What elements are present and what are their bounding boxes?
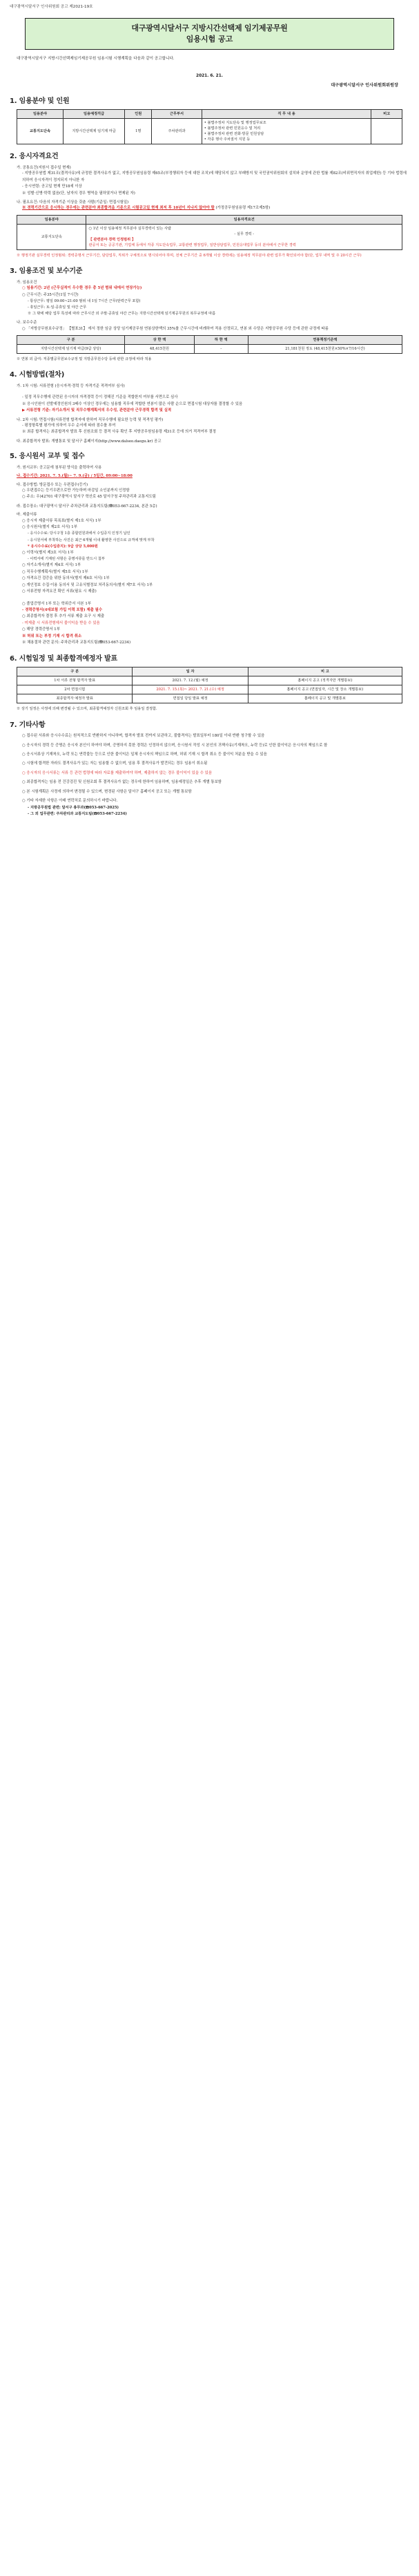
- document-warning: ※ 허위 또는 부정 기재 시 합격 취소: [22, 634, 82, 638]
- exam-line: - 일정 직무수행에 관련된 응시자의 자격경력 등이 정해진 기준을 적합한지 여부를 서면으로 심사: [22, 395, 178, 400]
- table-row: [17, 119, 402, 144]
- table-row: [17, 224, 402, 249]
- schedule-note: ※ 상기 일정은 사정에 의해 변경될 수 있으며, 최종합격예정자 신원조회 후 임용일 결정함.: [17, 707, 157, 712]
- cell-requirements: [86, 224, 402, 249]
- col-grade: 임용예정직급: [63, 110, 124, 119]
- misc-line: ○ 응시서류상 기재착오, 누락 또는 연락불능 등으로 인한 불이익은 일체 응시자의 책임으로 하며, 허위 기재 시 합격 취소 등 불이익 처분을 받을 수 있음: [22, 752, 267, 757]
- document-line: ○ 자격요건 검증을 위한 동의서(별지 제6호 서식) 1부: [22, 576, 110, 581]
- announcement-number: 대구광역시달서구 인사위원회 공고 제2021-19호: [10, 5, 93, 9]
- announcement-page: [0, 0, 419, 831]
- table-row: [17, 685, 402, 694]
- section-4-title: 4. 시험방법(절차): [10, 371, 65, 379]
- document-line: - 응시수수료: 당시구청 1층 종합민원과에서 수입증지 인정기 납인: [28, 531, 130, 536]
- cell-note: [371, 119, 402, 144]
- table-row: [17, 694, 402, 703]
- document-line: * 응시수수료(수입증지): 9급 상당 5,000원: [28, 544, 98, 549]
- table-row: [17, 676, 402, 685]
- cell-field: 교통지도단속: [17, 224, 86, 249]
- cell-dept: 주차관리과: [152, 119, 202, 144]
- document-line: ○ 개인정보 수집·이용 동의서 및 고유식별정보 처리동의서(별지 제7호 서식) 1부: [22, 583, 153, 587]
- document-line: ○ 응시원서(별지 제2호 서식) 1부: [22, 525, 77, 529]
- page-title-line2: 임용시험 공고: [186, 34, 233, 44]
- salary-line: ○ 「지방공무원보수규정」 【별표31】 에서 정한 임금 상당 임기제공무원 연봉상한액의 35%를 근무시간에 비례하여 적용 산정되고, 연봉 외 수당은 지방공무원 수당 등에 관한 규정에 따름: [22, 326, 329, 331]
- exam-line: ※ 최종 합격자는 최종합격자 발표 후 신원조회 등 결격 사유 확인 후 지방공무원임용령 제31조 등에 의거 적격여부 결정: [22, 430, 216, 435]
- exam-line: ※ 응시인원이 선발예정인원의 3배수 이상인 경우에는 임용할 직무에 적합한 연봉이 많은 사람 순으로 면접시험 대상자를 결정할 수 있음: [22, 401, 243, 406]
- cell-date: 2021. 7. 15.(목)~ 2021. 7. 21.(수) 예정: [133, 685, 248, 694]
- position-table-wrap: [17, 109, 402, 144]
- section-3-title: 3. 임용조건 및 보수기준: [10, 267, 83, 276]
- cell-max: 48,415천원: [125, 345, 194, 354]
- col-field: 임용분야: [17, 110, 64, 119]
- cell-base: 21,181천원 정도 (48,415천원×50%×7/16시간): [248, 345, 402, 354]
- document-line: ○ 최종합격자 결정 후 추가 서류 제출 요구 시 제출: [22, 614, 105, 619]
- requirement-range-text: 관공서 또는 공공기관, 기업체 등에서 각종 지도단속업무, 교통관련 행정업무, 일반상담업무, 민원응대업무 등의 분야에서 근무한 경력: [88, 243, 296, 248]
- application-line: ○ 우편접수는 등기우편으로만 가능하며 마감일 소인분까지 인정함: [22, 488, 130, 493]
- duty-line: • 불법주정차 관련 전화·방문 민원상담: [204, 132, 264, 137]
- misc-line: ○ 응시자의 경력 등 증명은 응시자 본인이 하여야 하며, 증명하지 못한 경력은 인정하지 않으며, 응시원서 작성 시 본인의 귀책사유(기재착오, 누락 등)로 인한 불이익은 응시자의 책임으로 함: [22, 743, 328, 748]
- requirement-line: ※ 성별·신병·학력 없음(단, 남자의 경우 병역을 필하였거나 면제된 자): [22, 191, 135, 196]
- salary-table-wrap: [17, 335, 402, 354]
- application-line: 가. 원서교부: 공고문에 첨부된 양식을 출력하여 사용: [17, 465, 102, 470]
- col-count: 인원: [125, 110, 152, 119]
- cell-date: 2021. 7. 12.(월) 예정: [133, 676, 248, 685]
- misc-line: ○ 본 시험계획은 사정에 의하여 변경될 수 있으며, 변경된 사항은 달서구 홈페이지 공고 또는 개별 통보함: [22, 789, 192, 794]
- duty-line: • 각종 행사 주차질서 지원 등: [204, 138, 251, 142]
- experience-warning: ※ 경력기간으로 응시하는 경우에는 관련분야 최종합격을 기준으로 시험공고일 현재 최저 후 10년이 지나지 않아야 함: [22, 206, 215, 211]
- requirement-sub: - 실무 경력 -: [234, 231, 254, 236]
- conditions-heading: 가. 임용조건: [17, 280, 37, 285]
- col-note: 비 고: [248, 667, 402, 676]
- document-line: - 이력서에 기재된 사항은 증명서류를 반드시 첨부: [28, 557, 105, 562]
- misc-line: ○ 최종합격자는 임용 전 건강검진 및 신원조회 후 결격사유가 없는 경우에 한하여 임용하며, 임용예정일은 추후 개별 통보함: [22, 780, 222, 785]
- col-max: 상 한 액: [125, 336, 194, 345]
- document-line: ○ 해당 경력증명서 1부: [22, 627, 60, 632]
- condition-line: ○ 근무시간: 주35시간(1일 7시간): [22, 292, 79, 297]
- title-box: [25, 18, 394, 50]
- requirement-line: - 응시연령: 공고일 현재 만18세 이상: [22, 184, 82, 189]
- col-dept: 근무부서: [152, 110, 202, 119]
- qualification-heading: 나. 필요요건: 다음의 자격기준 이상을 갖춘 사람(기준일: 면접시험일): [17, 200, 129, 205]
- cell-count: 1명: [125, 119, 152, 144]
- exam-line: - 평정항목별 평가에 의하여 우수 순서에 따라 점수를 부여: [22, 423, 116, 428]
- document-line: ○ 응시자 제출서류 목록표(별지 제1호 서식) 1부: [22, 518, 101, 523]
- condition-line: - 휴일근무: 토·일·공휴일 및 야간 근무: [28, 305, 87, 310]
- document-warning: - 경력증명서(4대보험 가입 이력 포함) 제출 필수: [22, 608, 103, 612]
- document-line: ※ 채용절차 관련 문의: 주차관리과 교통지도팀(☎053-667-2234): [22, 641, 131, 645]
- cell-date: 면접일 당일 발표 예정: [133, 694, 248, 703]
- experience-warning-tail: (가정공무원임용령 제17조제5항): [215, 206, 271, 211]
- application-line: 다. 접수방법: 방문접수 또는 우편접수(등기): [17, 482, 88, 487]
- application-period: 나. 접수기간: 2021. 7. 5.(월)~ 7. 9.(금) / 5일간, 09:00~18:00: [17, 474, 133, 479]
- col-min: 하 한 액: [194, 336, 248, 345]
- salary-heading: 나. 보수수준: [17, 321, 37, 325]
- section-1-title: 1. 임용분야 및 인원: [10, 97, 70, 105]
- section-2-title: 2. 응시자격요건: [10, 153, 59, 161]
- document-line: ○ 자기소개서(별지 제4호 서식) 1부: [22, 563, 81, 568]
- requirement-main: ○ 1년 이상 임용예정 직무분야 실무경력이 있는 사람: [88, 226, 172, 231]
- contact-line: - 지방공무원법 관련: 달서구 총무과(☎053-667-2025): [28, 805, 119, 810]
- section-6-title: 6. 시험일정 및 최종합격예정자 발표: [10, 654, 117, 663]
- cell-type: 1차 서류 전형 합격자 발표: [17, 676, 133, 685]
- salary-note: ※ 연봉 외 급여: 직종별공무원보수규정 및 지방공무원수당 등에 관한 규정에 따라 적용: [17, 357, 152, 362]
- cell-field: 교통지도단속: [17, 119, 64, 144]
- document-line: ○ 직무수행계획서(별지 제5호 서식) 1부: [22, 569, 88, 574]
- condition-line: ※ 그 밖에 해당 업무 특성에 따라 근무시간 외 주말·공휴일 야간 근무는 지방시간선택제 임기제공무원의 복무규정에 따름: [28, 312, 216, 316]
- duty-line: • 불법주정차 관련 민원응수 및 처리: [204, 126, 261, 131]
- contact-line: - 그 외 업무관련: 주차관리과 교통지도팀(☎053-667-2234): [28, 811, 127, 816]
- document-line: ○ 이력서(별지 제3호 서식) 1부: [22, 550, 74, 555]
- duty-line: • 불법주정차 지도단속 및 행정업무보조: [204, 121, 266, 126]
- cell-note: 홈페이지 공고 (면접일자, 시간 및 장소 개별통보): [248, 685, 402, 694]
- qualification-table: [17, 215, 402, 250]
- document-line: - 응시원서에 부착하는 사진은 최근 6개월 이내 촬영한 사진으로 규격에 맞게 부착: [28, 538, 155, 542]
- page-title-line1: 대구광역시달서구 지방시간선택제 임기제공무원: [131, 23, 288, 32]
- salary-table: [17, 335, 402, 354]
- qualification-table-wrap: [17, 215, 402, 250]
- application-line: ○ 주소: 우)42701 대구광역시 달서구 학산로 45 달서구청 주차관리과 교통지도팀: [22, 495, 156, 500]
- col-duties: 직 무 내 용: [202, 110, 371, 119]
- misc-line: ○ 기타 자세한 사항은 아래 연락처로 문의하시기 바랍니다.: [22, 799, 118, 804]
- first-exam-heading: 가. 1차 시험: 서류전형 (응시자격·경력 등 자격기준 적격여부 심사): [17, 383, 125, 388]
- cell-duties: [202, 119, 371, 144]
- exam-line: 다. 최종합격자 발표: 개별통보 및 달서구 홈페이지(http://www.dalseo.daegu.kr) 공고: [17, 439, 162, 444]
- schedule-table-wrap: [17, 667, 402, 703]
- col-date: 일 자: [133, 667, 248, 676]
- col-note: 비고: [371, 110, 402, 119]
- misc-line: ○ 응시자의 응시서류는 서류 등 관련 법령에 따라 자료를 제출하여야 하며, 제출하지 않는 경우 불이익이 있을 수 있음: [22, 770, 213, 775]
- position-table: [17, 109, 402, 144]
- col-field: 임용분야: [17, 215, 86, 224]
- cell-type: 2차 면접시험: [17, 685, 133, 694]
- document-line: ○ 서류전형 자격요건 확인 서류(필요 시 제출): [22, 589, 97, 594]
- col-type: 구 분: [17, 336, 125, 345]
- schedule-table: [17, 667, 402, 703]
- exam-line: 나. 2차 시험: 면접시험(서류전형 합격자에 한하여 직무수행에 필요한 능력 및 적격성 평가): [17, 417, 164, 422]
- misc-line: ○ 시험에 합격한 자라도 결격사유가 있는 자는 임용할 수 없으며, 임용 후 결격사유가 발견되는 경우 임용이 취소됨: [22, 761, 208, 766]
- misc-line: ○ 접수된 서류와 응시수수료는 원칙적으로 반환하지 아니하며, 합격자 발표 전까지 보관하고, 불합격자는 발표일부터 180일 이내 반환 청구할 수 있음: [22, 734, 265, 739]
- common-requirements-heading: 가. 공통요건(지원서 접수일 현재): [17, 165, 71, 170]
- col-type: 구 분: [17, 667, 133, 676]
- col-base: 연봉책정기준액: [248, 336, 402, 345]
- condition-line: - 통상근무: 평일 09:00~21:00 범위 내 1일 7시간 근무(탄력근무 포함): [28, 299, 141, 304]
- experience-note: ※ 행정기관 실무경력 인정범위: 경력증명서 근무기간, 담당업무, 직위가 구체적으로 명시되어야 하며, 전체 근무기간 중 6개월 이상 경력에는 임용예정 직무분야 관련 업무가 확인되어야 함(단, 업무 내역 및 주 20시간 근무): [17, 254, 362, 258]
- cell-min: -: [194, 345, 248, 354]
- document-warning: - 미제출 시 서류전형에서 불이익을 받을 수 있음: [22, 621, 100, 625]
- requirement-line: - 지방공무원법 제31조(결격사유)에 규정한 결격사유가 없고, 지방공무원임용령 제65조(부정행위자 등에 대한 조치)에 해당되지 않고 부패방지 및 국민권익위원회의 설치와 운영에 관한 법률 제82조(비위면직자의 취업제한) 등 기타 법령에 의하여 응시자격이 정지되지 아니한 자: [22, 171, 407, 182]
- requirement-range-heading: 【 관련분야 경력 인정범위 】: [88, 238, 136, 243]
- term-line: ○ 임용기간: 2년 (근무실적이 우수한 경우 총 5년 범위 내에서 연장가능): [22, 286, 142, 291]
- cell-note: 홈페이지 공고 및 개별통보: [248, 694, 402, 703]
- cell-grade: 지방시간선택제 임기제 마급: [63, 119, 124, 144]
- section-7-title: 7. 기타사항: [10, 721, 46, 729]
- cell-type: 최종합격자 예정자 발표: [17, 694, 133, 703]
- exam-line: ▶ 서류전형 기준: 자기소개서 및 직무수행계획서의 우수성, 관련분야 근무경력 합격 및 실적: [22, 408, 172, 413]
- section-5-title: 5. 응시원서 교부 및 접수: [10, 453, 85, 461]
- intro-text: 대구광역시달서구 지방시간선택제임기제공무원 임용시험 시행계획을 다음과 같이 공고합니다.: [17, 56, 175, 61]
- announcement-date: 2021. 6. 21.: [196, 73, 223, 78]
- cell-type: 지방시간선택제 임기제 마급(9급 상당): [17, 345, 125, 354]
- document-line: ○ 졸업증명서 1부 또는 학위증서 사본 1부: [22, 601, 91, 606]
- table-row: [17, 345, 402, 354]
- application-line: 마. 제출서류: [17, 513, 37, 518]
- issuing-org: 대구광역시달서구 인사위원회위원장: [331, 82, 398, 88]
- cell-note: 홈페이지 공고 (적격자만 개별통보): [248, 676, 402, 685]
- application-line: 라. 접수장소: 대구광역시 달서구 주차관리과 교통지도팀(☎053-667-2234, 본관 5층): [17, 504, 157, 509]
- col-requirements: 임용자격요건: [86, 215, 402, 224]
